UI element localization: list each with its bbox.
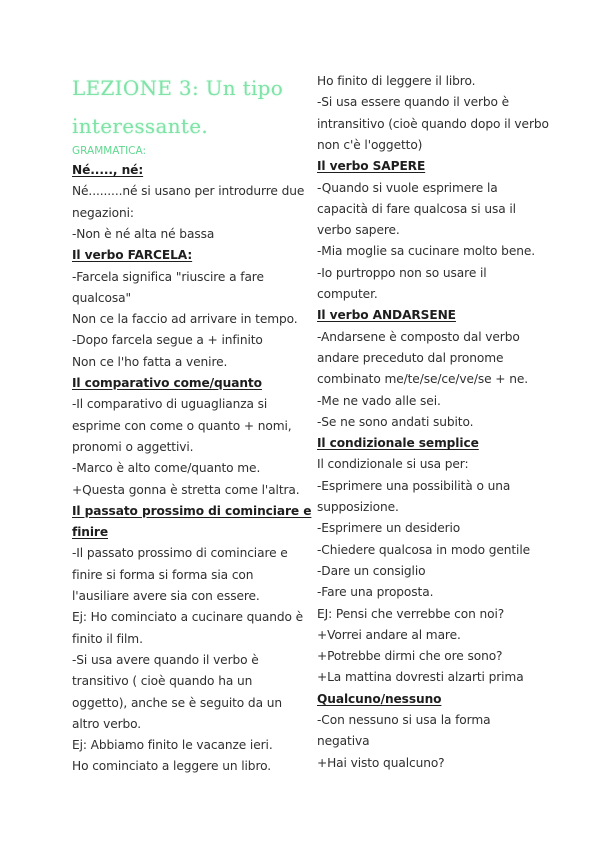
note-line: Né.........né si usano per introdurre due — [72, 184, 305, 199]
note-line: -Dopo farcela segue a + infinito — [72, 333, 263, 348]
note-line: -Non è né alta né bassa — [72, 226, 215, 241]
section-heading: Il verbo ANDARSENE — [317, 308, 456, 323]
note-line: -Se ne sono andati subito. — [317, 414, 474, 429]
lesson-title-line-2: interessante. — [72, 114, 209, 138]
note-line: -Con nessuno si usa la forma — [317, 713, 491, 727]
note-line: esprime con come o quanto + nomi, — [72, 418, 292, 433]
note-line: EJ: Pensi che verrebbe con noi? — [317, 606, 505, 621]
section-heading: Il verbo SAPERE — [317, 159, 426, 174]
note-line: negazioni: — [72, 205, 134, 220]
note-line: supposizione. — [317, 500, 399, 514]
note-line: -Andarsene è composto dal verbo — [317, 329, 520, 344]
note-line: -Si usa avere quando il verbo è — [72, 652, 259, 667]
note-line: qualcosa" — [72, 290, 131, 305]
note-line: finire si forma si forma sia con — [72, 567, 254, 582]
note-line: +Questa gonna è stretta come l'altra. — [72, 482, 300, 497]
note-line: transitivo ( cioè quando ha un — [72, 674, 253, 689]
note-line: Il condizionale si usa per: — [317, 457, 469, 472]
note-line: -Chiedere qualcosa in modo gentile — [317, 542, 531, 557]
section-heading: Qualcuno/nessuno — [317, 691, 442, 706]
note-line: +La mattina dovresti alzarti prima — [317, 670, 524, 685]
note-line: l'ausiliare avere sia con essere. — [72, 589, 260, 603]
section-heading: Il passato prossimo di cominciare e — [72, 503, 312, 518]
section-heading: Il comparativo come/quanto — [72, 376, 262, 390]
note-line: +Potrebbe dirmi che ore sono? — [317, 649, 503, 664]
note-line: Non ce l'ho fatta a venire. — [72, 354, 228, 369]
note-line: -Farcela significa "riuscire a fare — [72, 269, 264, 284]
note-line: capacità di fare qualcosa si usa il — [317, 201, 516, 216]
note-line: -Dare un consiglio — [317, 563, 426, 578]
note-line: finito il film. — [72, 631, 143, 646]
section-heading: finire — [72, 525, 109, 540]
lesson-title-line-1: LEZIONE 3: Un tipo — [72, 76, 284, 100]
note-line: +Hai visto qualcuno? — [317, 755, 445, 770]
note-line: Non ce la faccio ad arrivare in tempo. — [72, 312, 298, 327]
note-line: -Io purtroppo non so usare il — [317, 265, 487, 280]
note-line: altro verbo. — [72, 716, 142, 731]
note-line: intransitivo (cioè quando dopo il verbo — [317, 116, 549, 131]
note-line: Ej: Abbiamo finito le vacanze ieri. — [72, 738, 273, 753]
note-line: andare preceduto dal pronome — [317, 350, 504, 365]
note-line: oggetto), anche se è seguito da un — [72, 695, 282, 710]
note-line: negativa — [317, 734, 370, 749]
section-heading: Il verbo FARCELA: — [72, 248, 193, 263]
note-line: -Il comparativo di uguaglianza si — [72, 397, 268, 412]
note-line: -Fare una proposta. — [317, 585, 434, 600]
note-line: -Esprimere un desiderio — [317, 521, 461, 536]
note-line: -Mia moglie sa cucinare molto bene. — [317, 244, 536, 259]
note-line: computer. — [317, 287, 378, 301]
note-line: -Il passato prossimo di cominciare e — [72, 546, 288, 561]
note-line: -Marco è alto come/quanto me. — [72, 461, 261, 476]
note-line: -Me ne vado alle sei. — [317, 393, 441, 408]
note-line: Ho finito di leggere il libro. — [317, 74, 476, 88]
section-label: GRAMMATICA: — [72, 145, 147, 157]
note-line: -Esprimere una possibilità o una — [317, 478, 511, 493]
note-line: verbo sapere. — [317, 223, 400, 238]
note-line: non c'è l'oggetto) — [317, 137, 423, 152]
section-heading: Né....., né: — [72, 163, 144, 177]
note-line: Ej: Ho cominciato a cucinare quando è — [72, 610, 304, 625]
note-line: -Quando si vuole esprimere la — [317, 180, 498, 195]
note-line: -Si usa essere quando il verbo è — [317, 95, 510, 110]
note-line: combinato me/te/se/ce/ve/se + ne. — [317, 372, 528, 387]
note-line: pronomi o aggettivi. — [72, 439, 194, 454]
note-line: Ho cominciato a leggere un libro. — [72, 759, 272, 774]
section-heading: Il condizionale semplice — [317, 436, 479, 451]
note-line: +Vorrei andare al mare. — [317, 627, 461, 642]
